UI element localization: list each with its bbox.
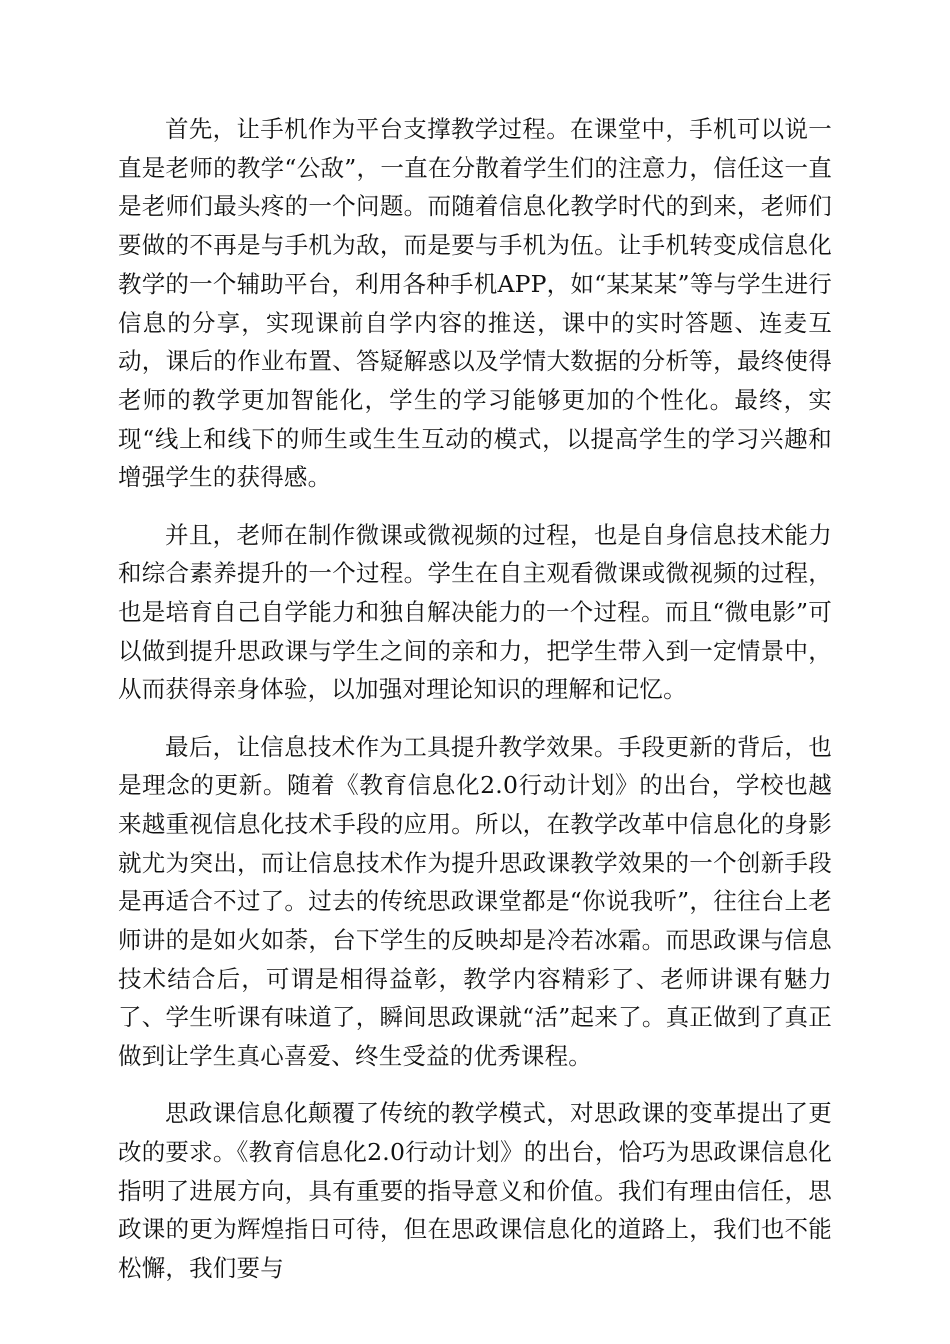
- paragraph-1: 首先，让手机作为平台支撑教学过程。在课堂中，手机可以说一直是老师的教学“公敌”，一直在分散着学生们的注意力，信任这一直是老师们最头疼的一个问题。而随着信息化教学时代的到来，老师们要做的不再是与手机为敌，而是要与手机为伍。让手机转变成信息化教学的一个辅助平台，利用各种手机APP，如“某某某”等与学生进行信息的分享，实现课前自学内容的推送，课中的实时答题、连麦互动，课后的作业布置、答疑解惑以及学情大数据的分析等，最终使得老师的教学更加智能化，学生的学习能够更加的个性化。最终，实现“线上和线下的师生或生生互动的模式，以提高学生的学习兴趣和增强学生的获得感。: [118, 115, 832, 492]
- document-body: [118, 110, 832, 1306]
- paragraph-4: 思政课信息化颠覆了传统的教学模式，对思政课的变革提出了更改的要求。《教育信息化2.0行动计划》的出台，恰巧为思政课信息化指明了进展方向，具有重要的指导意义和价值。我们有理由信任，思政课的更为辉煌指日可待，但在思政课信息化的道路上，我们也不能松懈，我们要与: [118, 1099, 832, 1283]
- paragraph-2: 并且，老师在制作微课或微视频的过程，也是自身信息技术能力和综合素养提升的一个过程。学生在自主观看微课或微视频的过程，也是培育自己自学能力和独自解决能力的一个过程。而且“微电影”可以做到提升思政课与学生之间的亲和力，把学生带入到一定情景中，从而获得亲身体验，以加强对理论知识的理解和记忆。: [118, 520, 832, 704]
- paragraph-3: 最后，让信息技术作为工具提升教学效果。手段更新的背后，也是理念的更新。随着《教育信息化2.0行动计划》的出台，学校也越来越重视信息化技术手段的应用。所以，在教学改革中信息化的身影就尤为突出，而让信息技术作为提升思政课教学效果的一个创新手段是再适合不过了。过去的传统思政课堂都是“你说我听”，往往台上老师讲的是如火如荼，台下学生的反映却是冷若冰霜。而思政课与信息技术结合后，可谓是相得益彰，教学内容精彩了、老师讲课有魅力了、学生听课有味道了，瞬间思政课就“活”起来了。真正做到了真正做到让学生真心喜爱、终生受益的优秀课程。: [118, 732, 832, 1071]
